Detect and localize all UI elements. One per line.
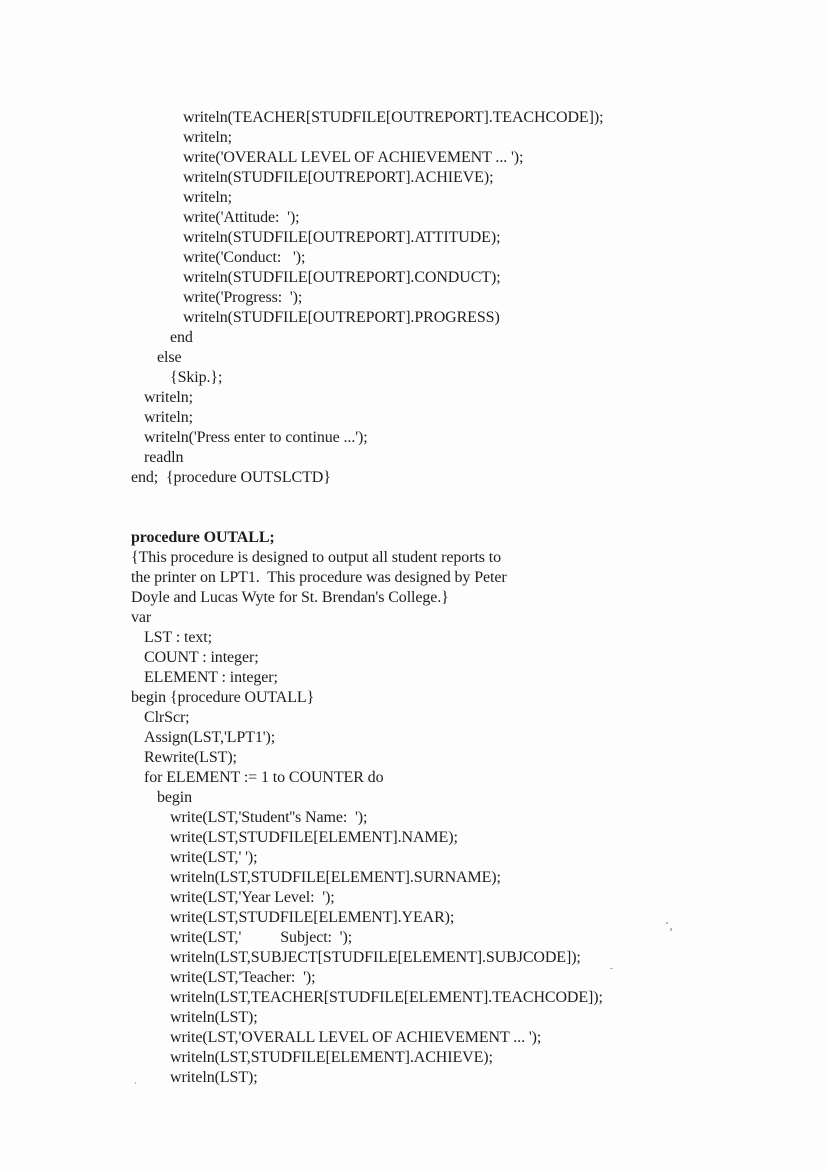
code-line: readln — [144, 449, 184, 466]
code-line: write(LST,STUDFILE[ELEMENT].NAME); — [170, 829, 458, 846]
code-line: writeln(LST,SUBJECT[STUDFILE[ELEMENT].SUBJCODE]); — [170, 949, 581, 966]
comment-line: Doyle and Lucas Wyte for St. Brendan's College.} — [131, 589, 449, 606]
code-line: write('Attitude: '); — [183, 209, 300, 226]
code-line: writeln('Press enter to continue ...'); — [144, 429, 368, 446]
code-line: for ELEMENT := 1 to COUNTER do — [144, 769, 384, 786]
code-line: write(LST,'OVERALL LEVEL OF ACHIEVEMENT ... '); — [170, 1029, 542, 1046]
code-line: ELEMENT : integer; — [144, 669, 278, 686]
scan-speck — [610, 968, 613, 969]
code-line: else — [157, 349, 182, 366]
code-line: write('OVERALL LEVEL OF ACHIEVEMENT ... '); — [183, 149, 524, 166]
code-line: end; {procedure OUTSLCTD} — [131, 469, 331, 486]
code-line: writeln(TEACHER[STUDFILE[OUTREPORT].TEACHCODE]); — [183, 109, 604, 126]
code-line: writeln(LST); — [170, 1009, 258, 1026]
code-line: begin {procedure OUTALL} — [131, 689, 315, 706]
code-line: writeln(STUDFILE[OUTREPORT].PROGRESS) — [183, 309, 500, 326]
code-line: begin — [157, 789, 193, 806]
comment-line: the printer on LPT1. This procedure was designed by Peter — [131, 569, 507, 586]
code-line: LST : text; — [144, 629, 212, 646]
code-line: Rewrite(LST); — [144, 749, 237, 766]
code-line: writeln; — [183, 129, 232, 146]
code-line: writeln; — [183, 189, 232, 206]
code-line: write('Progress: '); — [183, 289, 303, 306]
code-line: COUNT : integer; — [144, 649, 259, 666]
code-line: {Skip.}; — [170, 369, 223, 386]
code-line: write(LST,' Subject: '); — [170, 929, 353, 946]
code-line: write(LST,' '); — [170, 849, 258, 866]
code-line: Assign(LST,'LPT1'); — [144, 729, 276, 746]
code-line: write(LST,'Year Level: '); — [170, 889, 335, 906]
code-line: write(LST,'Student''s Name: '); — [170, 809, 368, 826]
code-line: writeln(LST,STUDFILE[ELEMENT].ACHIEVE); — [170, 1049, 493, 1066]
scan-speck — [135, 1082, 136, 1084]
scan-speck — [670, 928, 672, 931]
code-line: var — [131, 609, 152, 626]
code-line: writeln(STUDFILE[OUTREPORT].ACHIEVE); — [183, 169, 494, 186]
code-line: write(LST,'Teacher: '); — [170, 969, 316, 986]
code-line: end — [170, 329, 193, 346]
code-line: writeln; — [144, 389, 193, 406]
code-line: write('Conduct: '); — [183, 249, 306, 266]
comment-line: {This procedure is designed to output all student reports to — [131, 549, 502, 566]
code-line: ClrScr; — [144, 709, 190, 726]
code-line: writeln(STUDFILE[OUTREPORT].ATTITUDE); — [183, 229, 501, 246]
code-line: writeln(STUDFILE[OUTREPORT].CONDUCT); — [183, 269, 501, 286]
procedure-heading: procedure OUTALL; — [131, 529, 275, 546]
code-line: write(LST,STUDFILE[ELEMENT].YEAR); — [170, 909, 455, 926]
code-line: writeln; — [144, 409, 193, 426]
scan-speck — [666, 922, 668, 924]
code-line: writeln(LST); — [170, 1069, 258, 1086]
code-line: writeln(LST,STUDFILE[ELEMENT].SURNAME); — [170, 869, 501, 886]
code-line: writeln(LST,TEACHER[STUDFILE[ELEMENT].TEACHCODE]); — [170, 989, 603, 1006]
